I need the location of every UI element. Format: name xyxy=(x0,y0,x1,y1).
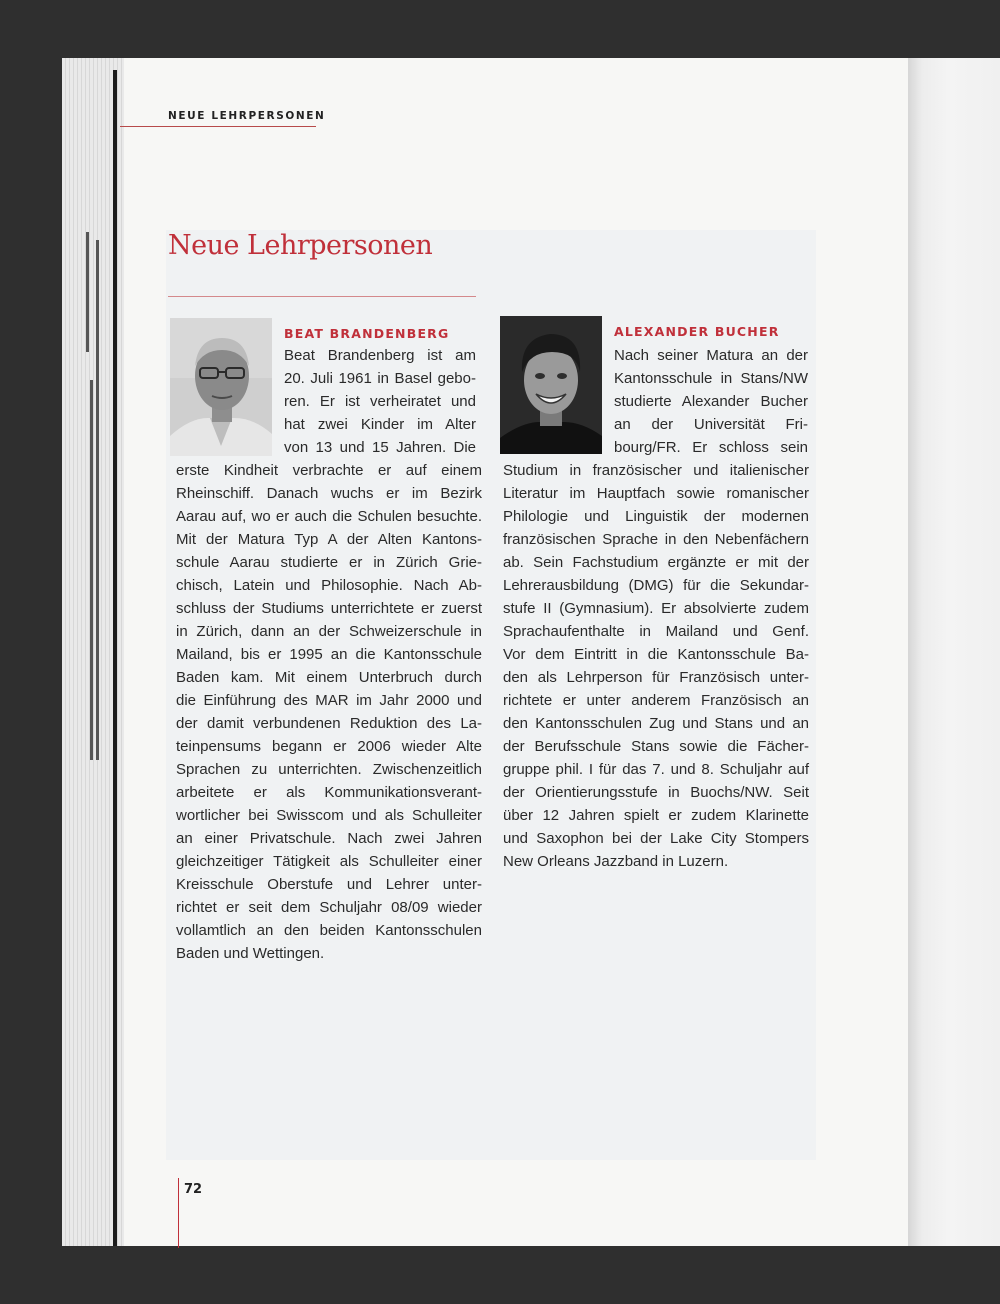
text-line: New Orleans Jazzband in Luzern. xyxy=(503,853,729,870)
text-line: in Zürich, dann an der Schweizerschule in xyxy=(176,623,482,640)
text-line: Literatur im Hauptfach sowie romanischer xyxy=(503,485,809,502)
edge-mark xyxy=(86,232,89,352)
text-line: und Saxophon bei der Lake City Stompers xyxy=(503,830,809,847)
text-line: gruppe phil. I für das 7. und 8. Schuljahr auf xyxy=(503,761,809,778)
text-line: Mailand, bis er 1995 an die Kantonsschule xyxy=(176,646,482,663)
text-line: richtet er seit dem Schuljahr 08/09 wieder xyxy=(176,899,482,916)
text-line: 20. Juli 1961 in Basel gebo- xyxy=(284,370,476,387)
right-column-body xyxy=(503,459,809,873)
text-line: schule Aarau studierte er in Zürich Grie- xyxy=(176,554,482,571)
text-line: chisch, Latein und Philosophie. Nach Ab- xyxy=(176,577,482,594)
page-number-rule xyxy=(178,1178,179,1248)
text-line: Kantonsschule in Stans/NW xyxy=(614,370,808,387)
text-line: der Berufsschule Stans sowie die Fächer- xyxy=(503,738,809,755)
text-line: Lehrerausbildung (DMG) für die Sekundar- xyxy=(503,577,809,594)
text-line: Rheinschiff. Danach wuchs er im Bezirk xyxy=(176,485,482,502)
edge-mark xyxy=(90,380,93,760)
title-rule xyxy=(168,296,476,297)
text-line: Mit der Matura Typ A der Alten Kantons- xyxy=(176,531,482,548)
text-line: studierte Alexander Bucher xyxy=(614,393,808,410)
text-line: über 12 Jahren spielt er zudem Klarinette xyxy=(503,807,809,824)
portrait-beat-brandenberg xyxy=(170,318,272,456)
text-line: vollamtlich an den beiden Kantonsschulen xyxy=(176,922,482,939)
left-column-wrap xyxy=(284,344,476,459)
text-line: von 13 und 15 Jahren. Die xyxy=(284,439,476,456)
text-line: bourg/FR. Er schloss sein xyxy=(614,439,808,456)
facing-page xyxy=(908,58,1000,1246)
text-line: ab. Sein Fachstudium ergänzte er mit der xyxy=(503,554,809,571)
text-line: schluss der Studiums unterrichtete er zuerst xyxy=(176,600,482,617)
text-line: Aarau auf, wo er auch die Schulen besuchte. xyxy=(176,508,482,525)
edge-mark xyxy=(96,240,99,760)
text-line: die Einführung des MAR im Jahr 2000 und xyxy=(176,692,482,709)
text-line: erste Kindheit verbrachte er auf einem xyxy=(176,462,482,479)
text-line: stufe II (Gymnasium). Er absolvierte zudem xyxy=(503,600,809,617)
text-line: Kreisschule Oberstufe und Lehrer unter- xyxy=(176,876,482,893)
text-line: französischen Sprache in den Nebenfächern xyxy=(503,531,809,548)
text-line: Sprachen zu unterrichten. Zwischenzeitlich xyxy=(176,761,482,778)
text-line: der Orientierungsstufe in Buochs/NW. Seit xyxy=(503,784,809,801)
text-line: den Kantonsschulen Zug und Stans und an xyxy=(503,715,809,732)
text-line: Nach seiner Matura an der xyxy=(614,347,808,364)
text-line: Philologie und Linguistik der modernen xyxy=(503,508,809,525)
portrait-alexander-bucher xyxy=(500,316,602,454)
binding-edge xyxy=(113,70,117,1246)
text-line: Beat Brandenberg ist am xyxy=(284,347,476,364)
text-line: arbeitete er als Kommunikationsverant- xyxy=(176,784,482,801)
running-title-rule xyxy=(120,126,316,127)
text-line: der damit verbundenen Reduktion des La- xyxy=(176,715,482,732)
text-line: den als Lehrperson für Französisch unter- xyxy=(503,669,809,686)
text-line: teinpensums begann er 2006 wieder Alte xyxy=(176,738,482,755)
running-title: NEUE LEHRPERSONEN xyxy=(168,110,326,122)
text-line: an der Universität Fri- xyxy=(614,416,808,433)
text-line: Baden kam. Mit einem Unterbruch durch xyxy=(176,669,482,686)
person-name-right: ALEXANDER BUCHER xyxy=(614,324,780,339)
text-line: an einer Privatschule. Nach zwei Jahren xyxy=(176,830,482,847)
text-line: Studium in französischer und italienischer xyxy=(503,462,809,479)
article-title: Neue Lehrpersonen xyxy=(168,230,433,261)
text-line: ren. Er ist verheiratet und xyxy=(284,393,476,410)
text-line: Sprachaufenthalte in Mailand und Genf. xyxy=(503,623,809,640)
person-name-left: BEAT BRANDENBERG xyxy=(284,326,450,341)
text-line: richtete er unter anderem Französisch an xyxy=(503,692,809,709)
right-column-wrap xyxy=(614,344,808,459)
text-line: Vor dem Eintritt in die Kantonsschule Ba- xyxy=(503,646,809,663)
page-number: 72 xyxy=(184,1182,203,1197)
text-line: gleichzeitiger Tätigkeit als Schulleiter einer xyxy=(176,853,482,870)
text-line: Baden und Wettingen. xyxy=(176,945,325,962)
left-column-body xyxy=(176,459,482,965)
text-line: hat zwei Kinder im Alter xyxy=(284,416,476,433)
text-line: wortlicher bei Swisscom und als Schulleiter xyxy=(176,807,482,824)
